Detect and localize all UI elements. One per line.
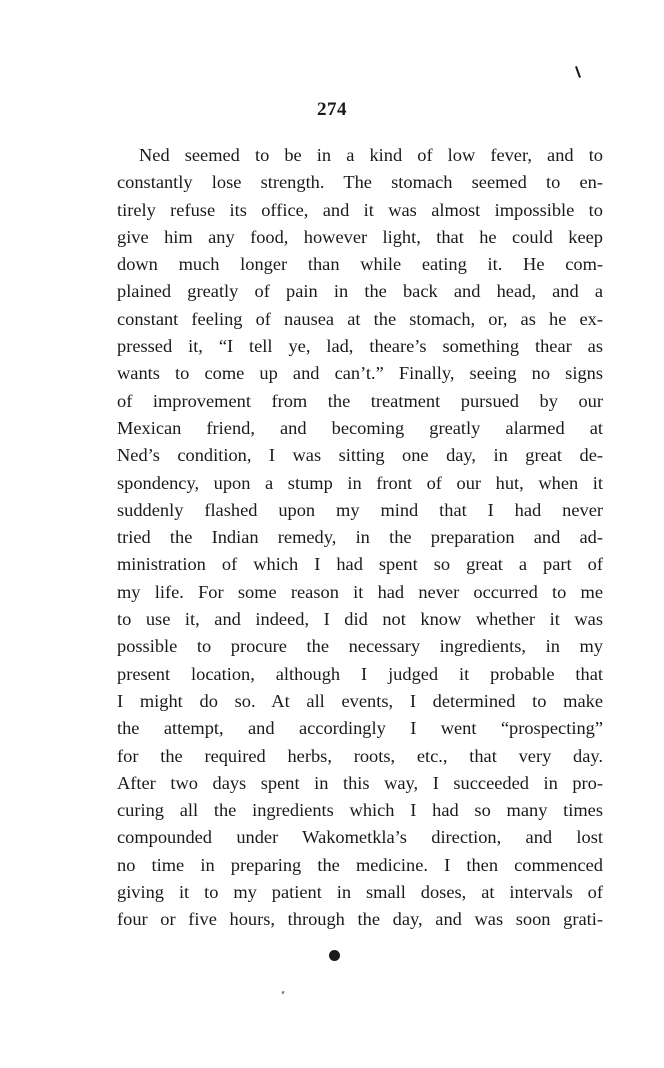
text-line: give him any food, however light, that he could keep: [117, 226, 603, 247]
text-line: Mexican friend, and becoming greatly alarmed at: [117, 417, 603, 438]
text-line: no time in preparing the medicine. I then commenced: [117, 854, 603, 875]
text-line: After two days spent in this way, I succeeded in pro-: [117, 772, 603, 793]
text-line: compounded under Wakometkla’s direction, and lost: [117, 827, 603, 848]
ink-blot: [329, 950, 340, 961]
text-line: pressed it, “I tell ye, lad, theare’s something thear as: [117, 336, 603, 357]
text-line: curing all the ingredients which I had so many times: [117, 800, 603, 821]
ink-speck: [281, 991, 284, 995]
text-line: tried the Indian remedy, in the preparation and ad-: [117, 527, 603, 548]
page-number: 274: [317, 99, 347, 120]
text-line: wants to come up and can’t.” Finally, seeing no signs: [117, 363, 603, 384]
text-line: my life. For some reason it had never occurred to me: [117, 581, 603, 602]
text-line: ministration of which I had spent so great a part of: [117, 554, 603, 575]
text-line: suddenly flashed upon my mind that I had never: [117, 499, 603, 520]
text-line: constantly lose strength. The stomach seemed to en-: [117, 172, 603, 193]
text-line: four or five hours, through the day, and was soon grati-: [117, 909, 603, 930]
text-line: tirely refuse its office, and it was almost impossible to: [117, 199, 603, 220]
text-line: I might do so. At all events, I determined to make: [117, 690, 603, 711]
ink-mark: [575, 66, 581, 78]
text-line: Ned seemed to be in a kind of low fever, and to: [139, 145, 603, 165]
text-line: of improvement from the treatment pursued by our: [117, 390, 603, 411]
text-line: the attempt, and accordingly I went “prospecting”: [117, 718, 603, 739]
body-text: [117, 142, 603, 934]
text-line: spondency, upon a stump in front of our hut, when it: [117, 472, 603, 493]
text-line: down much longer than while eating it. He com-: [117, 254, 603, 275]
text-line: for the required herbs, roots, etc., that very day.: [117, 745, 603, 766]
text-line: constant feeling of nausea at the stomach, or, as he ex-: [117, 308, 603, 329]
text-line: to use it, and indeed, I did not know whether it was: [117, 609, 603, 630]
text-line: present location, although I judged it probable that: [117, 663, 603, 684]
text-line: possible to procure the necessary ingredients, in my: [117, 636, 603, 657]
text-line: Ned’s condition, I was sitting one day, in great de-: [117, 445, 603, 466]
text-line: giving it to my patient in small doses, at intervals of: [117, 882, 603, 903]
text-line: plained greatly of pain in the back and head, and a: [117, 281, 603, 302]
